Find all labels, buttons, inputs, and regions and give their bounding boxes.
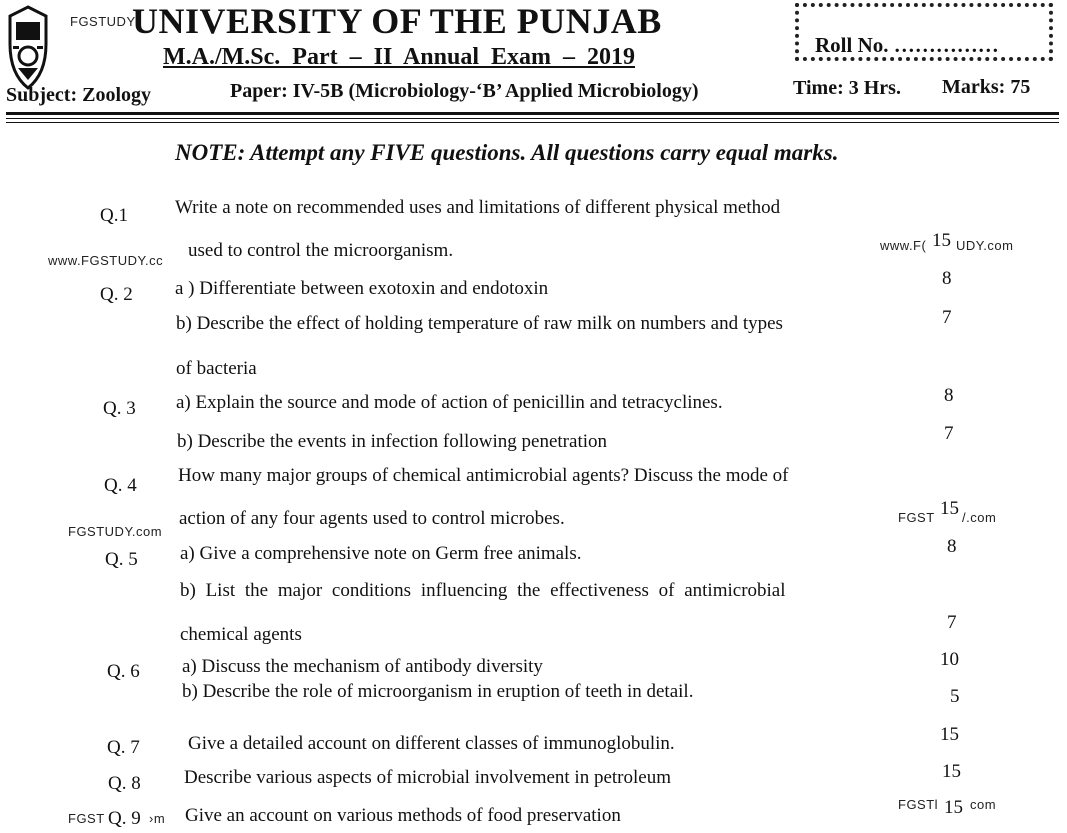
exam-note: NOTE: Attempt any FIVE questions. All questions carry equal marks. — [175, 140, 839, 165]
question-text: How many major groups of chemical antimicrobial agents? Discuss the mode of — [178, 465, 789, 486]
question-marks: 7 — [944, 423, 954, 444]
subject-label: Subject: Zoology — [6, 84, 151, 106]
question-text: a ) Differentiate between exotoxin and endotoxin — [175, 278, 549, 299]
question-marks: 7 — [947, 612, 957, 633]
question-number: Q. 4 — [104, 475, 137, 496]
header-rule-thin-2 — [6, 122, 1059, 123]
header-rule-thin-1 — [6, 118, 1059, 119]
question-text: chemical agents — [180, 624, 302, 645]
question-marks: 10 — [940, 649, 959, 670]
university-title: UNIVERSITY OF THE PUNJAB — [132, 1, 662, 41]
question-marks: 7 — [942, 307, 952, 328]
header-watermark: FGSTUDY — [70, 14, 136, 29]
question-marks: 15 — [944, 797, 963, 818]
question-text: used to control the microorganism. — [188, 240, 454, 261]
roll-number-label: Roll No. …………… — [815, 33, 999, 57]
question-marks: 15 — [940, 498, 959, 519]
question-text: Give an account on various methods of food preservation — [185, 805, 621, 826]
watermark: www.FGSTUDY.cc — [48, 253, 164, 268]
question-number: Q. 2 — [100, 284, 133, 305]
question-marks: 8 — [947, 536, 957, 557]
question-number: Q. 5 — [105, 549, 138, 570]
question-marks: 15 — [940, 724, 959, 745]
university-crest-logo — [6, 4, 50, 92]
question-marks: 15 — [932, 230, 951, 251]
question-text: of bacteria — [176, 358, 257, 379]
question-text: Give a detailed account on different classes of immunoglobulin. — [188, 733, 675, 754]
watermark: FGST — [68, 811, 105, 826]
watermark: FGSTl — [898, 797, 939, 812]
question-text: b) List the major conditions influencing the effectiveness of antimicrobial — [180, 580, 786, 601]
watermark: UDY.com — [956, 238, 1014, 253]
question-text: b) Describe the role of microorganism in eruption of teeth in detail. — [182, 681, 694, 702]
question-number: Q.1 — [100, 205, 128, 226]
paper-label: Paper: IV-5B (Microbiology-‘B’ Applied Microbiology) — [230, 80, 699, 102]
watermark: FGST — [898, 510, 935, 525]
question-text: b) Describe the events in infection following penetration — [177, 431, 608, 452]
question-number: Q. 3 — [103, 398, 136, 419]
question-marks: 5 — [950, 686, 960, 707]
marks-label: Marks: 75 — [942, 76, 1031, 98]
question-number: Q. 9 — [108, 808, 141, 829]
header-rule-thick — [6, 112, 1059, 115]
time-label: Time: 3 Hrs. — [793, 77, 901, 99]
question-text: Write a note on recommended uses and limitations of different physical method — [175, 197, 781, 218]
question-text: a) Discuss the mechanism of antibody diversity — [182, 656, 543, 677]
question-text: b) Describe the effect of holding temperature of raw milk on numbers and types — [176, 313, 783, 334]
watermark: FGSTUDY.com — [68, 524, 163, 539]
question-text: action of any four agents used to control microbes. — [179, 508, 565, 529]
watermark: www.F( — [880, 238, 927, 253]
watermark: com — [970, 797, 997, 812]
exam-title: M.A./M.Sc. Part – II Annual Exam – 2019 — [163, 44, 636, 70]
watermark: /.com — [962, 510, 997, 525]
question-number: Q. 6 — [107, 661, 140, 682]
question-marks: 15 — [942, 761, 961, 782]
question-text: a) Give a comprehensive note on Germ free animals. — [180, 543, 582, 564]
question-marks: 8 — [944, 385, 954, 406]
question-number: Q. 8 — [108, 773, 141, 794]
question-text: Describe various aspects of microbial involvement in petroleum — [184, 767, 671, 788]
question-marks: 8 — [942, 268, 952, 289]
watermark: ›m — [149, 811, 166, 826]
question-text: a) Explain the source and mode of action of penicillin and tetracyclines. — [176, 392, 723, 413]
question-number: Q. 7 — [107, 737, 140, 758]
